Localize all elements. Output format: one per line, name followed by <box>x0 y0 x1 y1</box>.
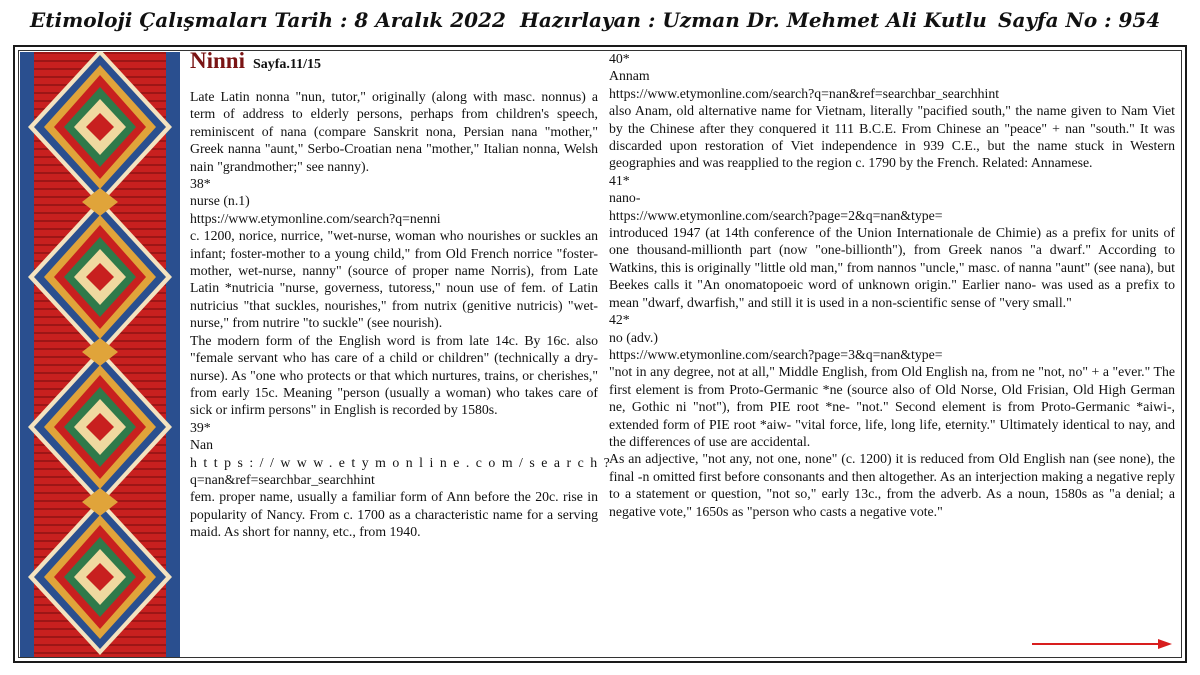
entry-number: 41* <box>609 172 630 188</box>
paragraph: Late Latin nonna "nun, tutor," originally (along with masc. nonnus) a term of address to elderly persons, perhaps from children's speech, reminiscent of nana (compare Sanskrit nona, Persian nana "mother," Greek nanna "aunt," Serbo-Croatian nena "mother," Italian nonna, Welsh nain "grandmother;" see nanny). <box>190 89 598 174</box>
source-url[interactable]: https://www.etymonline.com/search?q=nan&ref=searchbar_searchhint <box>609 85 1000 101</box>
source-url[interactable]: https://www.etymonline.com/search?page=3&q=nan&type= <box>609 346 943 362</box>
page-header <box>0 0 1200 44</box>
entry-headword: nurse (n.1) <box>190 193 250 209</box>
entry-title-line <box>190 48 598 84</box>
entry-headword: Nan <box>190 437 213 453</box>
entry-number: 40* <box>609 51 630 66</box>
header-date: Etimoloji Çalışmaları Tarih : 8 Aralık 2022 <box>30 8 506 32</box>
header-page-number: Sayfa No : 954 <box>998 8 1161 32</box>
entry-headword: Annam <box>609 68 650 84</box>
entry-title: Ninni <box>190 48 245 73</box>
paragraph: also Anam, old alternative name for Vietnam, literally "pacified south," the name given to Nam Viet by the Chinese after they conquered it 111 B.C.E. From Chinese an "peace" + nan "south." It was discarded upon restoration of Viet independence in 939 C.E., but the name stuck in Western geographies and was reapplied to the region c. 1790 by the French. Related: Annamese. <box>609 103 1175 171</box>
source-url[interactable]: https://www.etymonline.com/search? <box>190 454 617 470</box>
header-author: Hazırlayan : Uzman Dr. Mehmet Ali Kutlu <box>520 8 987 32</box>
paragraph: c. 1200, norice, nurrice, "wet-nurse, woman who nourishes or suckles an infant; foster-mother to a young child," from Old French norrice "foster-mother, wet-nurse, nanny" (source of proper name Norris), from Late Latin *nutricia "nurse, governess, tutoress," noun use of fem. of Latin nutricius "that suckles, nourishes," from nutrix (genitive nutricis) "wet-nurse," from nutrire "to suckle" (see nourish). <box>190 228 598 331</box>
entry-number: 38* <box>190 176 211 192</box>
entry-page-ref: Sayfa.11/15 <box>252 57 322 72</box>
paragraph: fem. proper name, usually a familiar form of Ann before the 20c. rise in popularity of Nancy. From c. 1700 as a characteristic name for a serving maid. As short for nanny, etc., from 1940. <box>190 489 598 540</box>
paragraph: "not in any degree, not at all," Middle English, from Old English na, from ne "not, no" + a "ever." The first element is from Proto-Germanic *ne (source also of Old Norse, Old Frisian, Old High German ne, Gothic ni "not"), from PIE root *ne- "not." Second element is from Proto-Germanic *aiwi-, extended form of PIE root *aiw- "vital force, life, long life, eternity." Ultimately identical to nay, and the differences of use are accidental. <box>609 364 1175 449</box>
source-url-continued[interactable]: q=nan&ref=searchbar_searchhint <box>190 471 375 487</box>
right-text-column <box>609 50 1175 520</box>
source-url[interactable]: https://www.etymonline.com/search?page=2&q=nan&type= <box>609 207 943 223</box>
left-text-column <box>190 48 617 541</box>
entry-headword: nano- <box>609 190 641 206</box>
source-url[interactable]: https://www.etymonline.com/search?q=nenni <box>190 210 441 226</box>
kilim-rug-image <box>20 52 180 657</box>
entry-number: 42* <box>609 312 630 328</box>
right-arrow-icon[interactable] <box>1032 637 1172 651</box>
paragraph: introduced 1947 (at 14th conference of the Union Internationale de Chimie) as a prefix for units of one thousand-millionth part (now "one-billionth"), from Greek nanos "a dwarf." According to Watkins, this is originally "little old man," from nannos "uncle," masc. of nanna "aunt" (see nana), but Beekes calls it "An onomatopoeic word of unknown origin." Earlier nano- was used as a prefix to mean "dwarf, dwarfish," and still it is used in a non-scientific sense of "very small." <box>609 225 1175 310</box>
paragraph: As an adjective, "not any, not one, none" (c. 1200) it is reduced from Old English nan (see none), the final -n omitted first before consonants and then altogether. As an interjection making a negative reply to a statement or question, "not so," early 13c., from the adverb. As a noun, 1580s as "a denial; a negative vote," 1650s as "person who casts a negative vote." <box>609 451 1175 519</box>
paragraph: The modern form of the English word is from late 14c. By 16c. also "female servant who has care of a child or children" (technically a dry-nurse). As "one who protects or that which nurtures, trains, or cherishes," from early 15c. Meaning "person (usually a woman) who takes care of sick or infirm persons" in English is recorded by 1580s. <box>190 332 598 418</box>
entry-number: 39* <box>190 419 211 435</box>
entry-headword: no (adv.) <box>609 329 658 345</box>
